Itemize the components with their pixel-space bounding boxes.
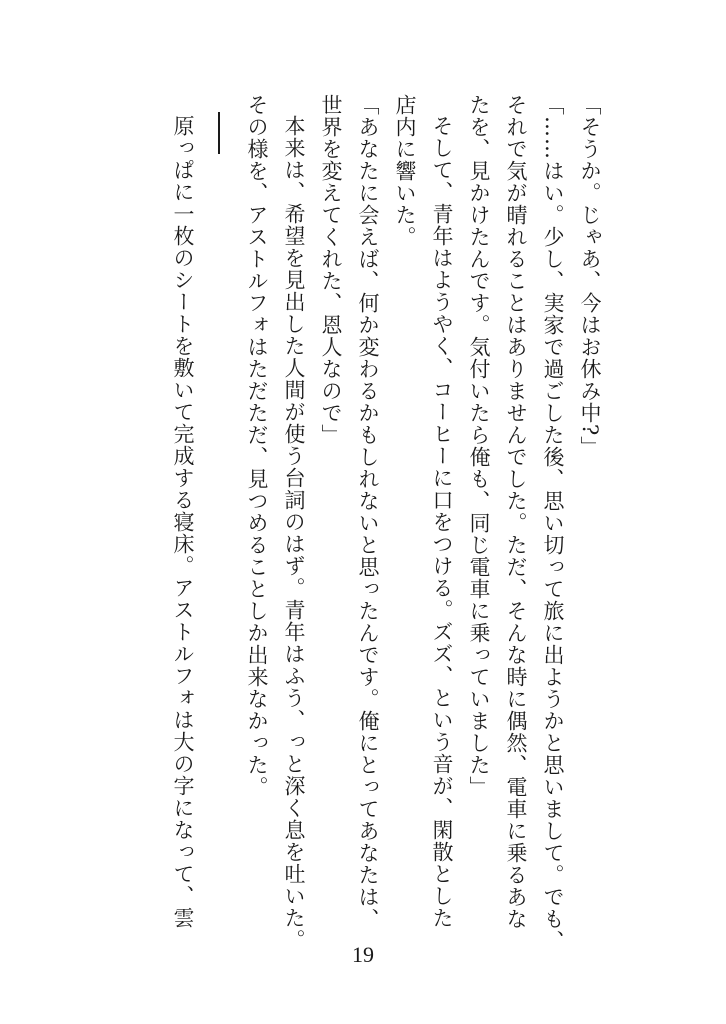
text-line: 本来は、希望を見出した人間が使う台詞のはず。青年はふう、っと深く息を吐いた。 (282, 115, 306, 951)
text-line: 「あなたに会えば、何か変わるかもしれないと思ったんです。俺にとってあなたは、 (356, 94, 380, 930)
text-line: 「そうか。じゃあ、今はお休み中?」 (578, 94, 602, 459)
text-line: 世界を変えてくれた、恩人なので」 (319, 94, 343, 446)
vertical-text-body (164, 94, 608, 952)
scene-break-divider (201, 94, 238, 154)
text-line: その様を、アストルフォはただただ、見つめることしか出来なかった。 (245, 94, 269, 798)
text-line: 原っぱに一枚のシートを敷いて完成する寝床。アストルフォは大の字になって、雲 (171, 115, 195, 929)
text-line: それで気が晴れることはありませんでした。ただ、そんな時に偶然、電車に乗るあな (504, 94, 528, 930)
page-number: 19 (352, 942, 374, 967)
text-line: 店内に響いた。 (393, 94, 417, 248)
text-line: そして、青年はようやく、コーヒーに口をつける。ズズ、という音が、閑散とした (430, 115, 454, 929)
text-line: たを、見かけたんです。気付いたら俺も、同じ電車に乗っていました」 (467, 94, 491, 798)
text-line: 「……はい。少し、実家で過ごした後、思い切って旅に出ようかと思いまして。でも、 (541, 94, 565, 952)
